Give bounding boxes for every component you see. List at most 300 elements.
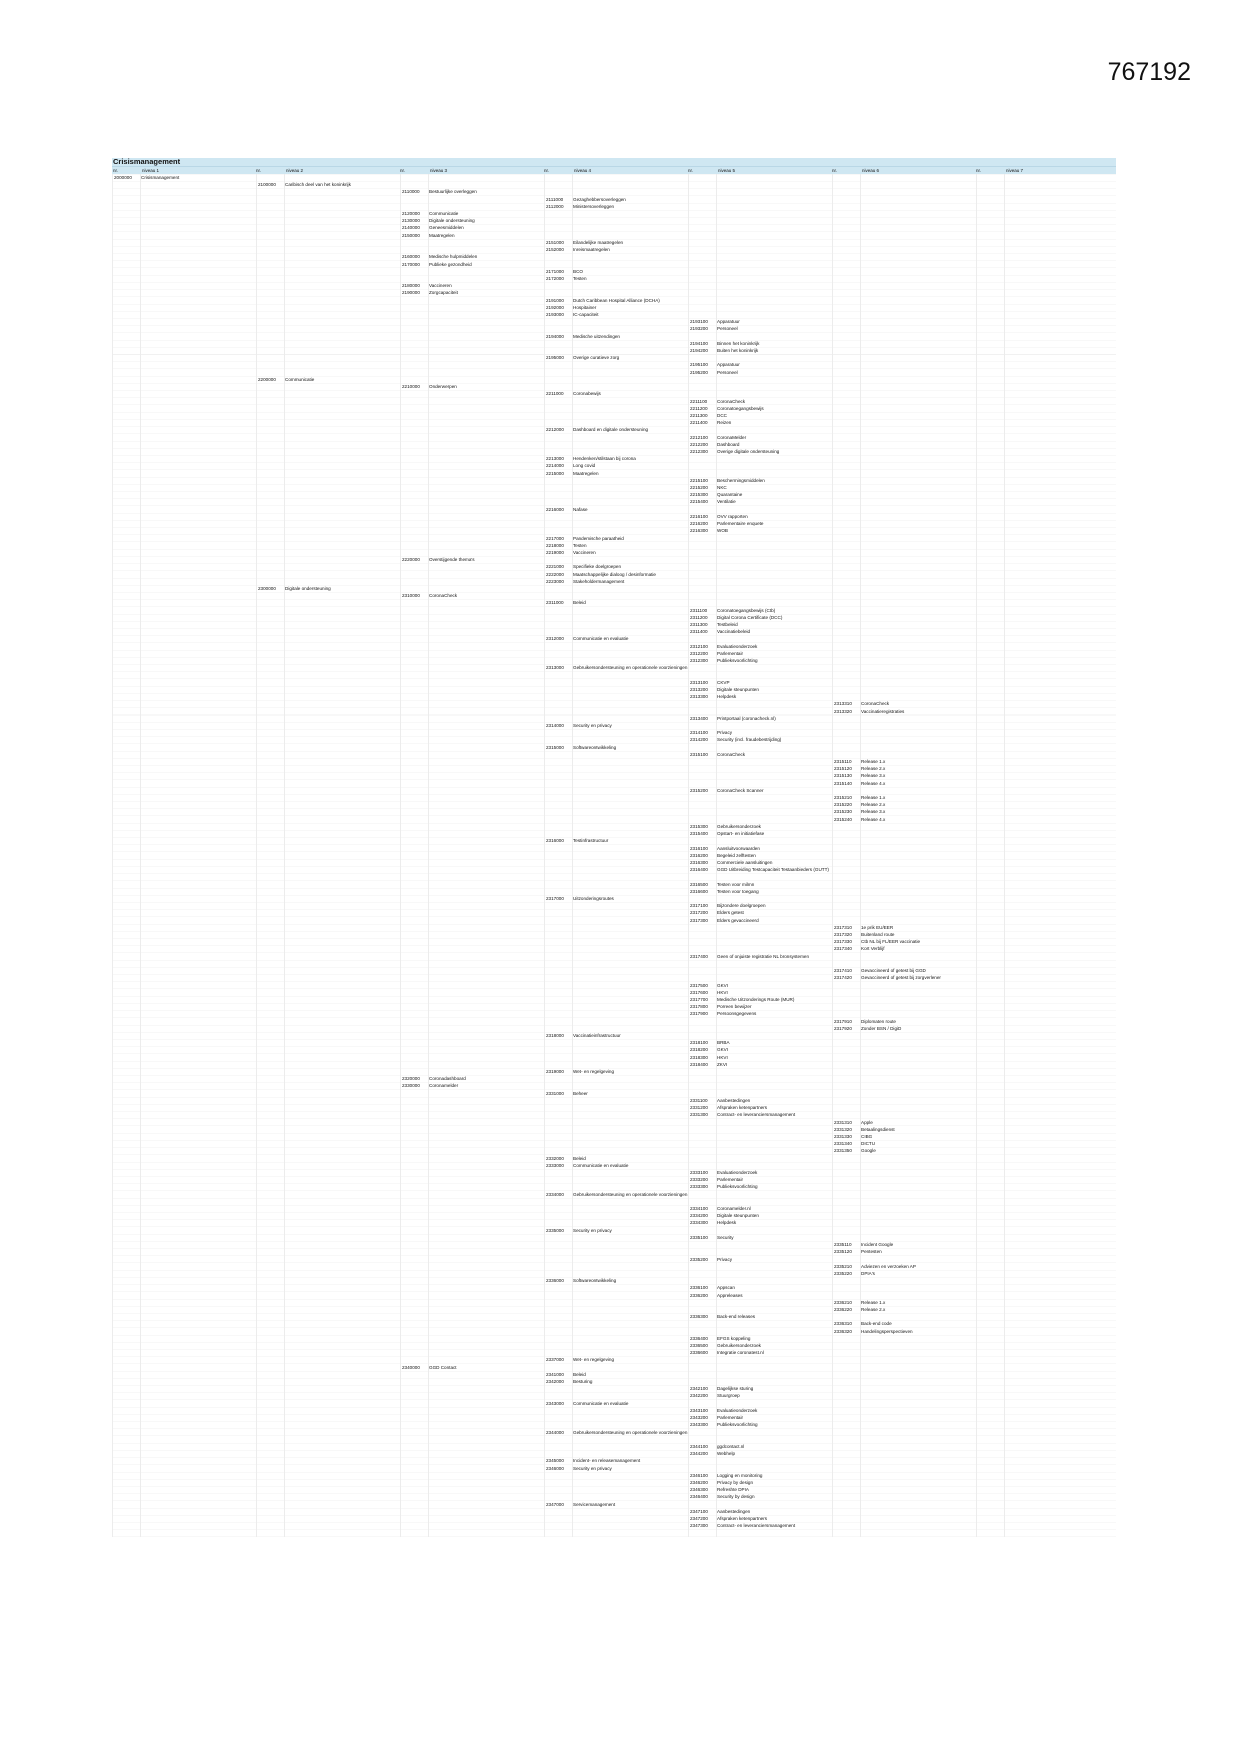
table-row: [834, 780, 885, 787]
row-label: Quarantaine: [717, 492, 743, 498]
row-label: Begeleid zelftesten: [717, 852, 756, 858]
row-number: 2160000: [402, 254, 420, 260]
row-number: 2000000: [114, 175, 132, 180]
row-label: GGD Contact: [429, 1364, 457, 1370]
row-number: 2315130: [834, 773, 852, 779]
row-number: 2343200: [690, 1415, 708, 1421]
row-label: Beheer: [573, 1090, 588, 1096]
row-label: Stakeholdermanagement: [573, 578, 625, 584]
row-number: 2171000: [546, 268, 564, 274]
row-number: 2215400: [690, 499, 708, 505]
row-number: 2200000: [258, 376, 276, 382]
table-row: [690, 621, 738, 628]
row-label: Release 1.x: [861, 759, 886, 764]
row-label: Release 1.x: [861, 1299, 886, 1305]
row-label: Helpdesk: [717, 1220, 737, 1226]
row-label: Gebruikersondersteuning en operationele voorzieningen: [573, 665, 688, 671]
table-row: [546, 571, 656, 578]
row-number: 2342200: [690, 1393, 708, 1399]
row-number: 2344100: [690, 1443, 708, 1449]
grid-line: [140, 174, 141, 1537]
row-label: Apparatuur: [717, 362, 740, 368]
row-number: 2211000: [546, 391, 564, 397]
row-label: Integratie coronatest.nl: [717, 1350, 764, 1356]
table-row: [690, 1284, 735, 1291]
row-label: Wet- en regelgeving: [573, 1357, 615, 1363]
row-label: Buiten het koninkrijk: [717, 348, 759, 354]
row-label: Buitenland route: [861, 932, 895, 938]
table-row: [690, 1292, 743, 1299]
row-number: 2334300: [690, 1220, 708, 1226]
row-label: Binnen het koninkrijk: [717, 340, 760, 346]
table-row: [690, 441, 739, 448]
grid-line: [832, 174, 833, 1537]
row-label: BCO: [573, 268, 583, 274]
row-label: Reizen: [717, 420, 732, 426]
row-label: NKC: [717, 485, 727, 491]
table-row: [546, 1032, 621, 1039]
row-label: Publieksvoorlichting: [717, 658, 758, 664]
row-number: 2313100: [690, 679, 708, 685]
row-number: 2195000: [546, 355, 564, 361]
row-label: Privacy: [717, 730, 733, 736]
table-row: [690, 1522, 795, 1529]
row-label: Zonder BSN / DigiD: [861, 1025, 902, 1031]
row-label: Communicatie en evaluatie: [573, 1162, 629, 1168]
table-row: [690, 1472, 762, 1479]
table-row: [690, 361, 740, 368]
row-number: 2300000: [258, 585, 276, 591]
table-row: [690, 419, 731, 426]
table-row: [546, 1378, 592, 1385]
table-row: [690, 643, 757, 650]
row-number: 2312300: [690, 658, 708, 664]
row-number: 2311000: [546, 600, 564, 606]
table-row: [546, 203, 614, 210]
row-label: Adviezen en verzoeken AP: [861, 1263, 916, 1269]
row-number: 2317920: [834, 1025, 852, 1031]
table-row: [834, 1270, 875, 1277]
row-label: Aansluitvoorwaarden: [717, 845, 760, 851]
table-row: [546, 1227, 612, 1234]
row-number: 2314100: [690, 730, 708, 736]
table-row: [834, 945, 885, 952]
row-number: 2336600: [690, 1350, 708, 1356]
table-row: [834, 1306, 885, 1313]
row-label: Softwareontwikkeling: [573, 1278, 617, 1284]
table-row: [690, 830, 764, 837]
table-row: [690, 1104, 767, 1111]
table-row: [546, 1090, 588, 1097]
row-label: Testen: [573, 542, 587, 548]
table-row: [546, 837, 608, 844]
table-row: [546, 744, 616, 751]
table-row: [690, 982, 728, 989]
row-label: Communicatie: [429, 211, 459, 217]
table-row: [834, 1018, 896, 1025]
spreadsheet: [112, 158, 1116, 1537]
row-number: 2211100: [690, 398, 708, 404]
table-row: [690, 1205, 751, 1212]
row-number: 2315200: [690, 787, 708, 793]
row-label: Digitale steunpunten: [717, 1213, 759, 1219]
row-label: Gebruikersonderzoek: [717, 1343, 761, 1349]
row-number: 2180000: [402, 283, 420, 289]
row-number: 2330000: [402, 1083, 420, 1089]
table-row: [690, 340, 759, 347]
row-number: 2342000: [546, 1379, 564, 1385]
table-row: [546, 1429, 687, 1436]
row-label: Digitale ondersteuning: [285, 585, 331, 591]
row-number: 2212000: [546, 427, 564, 433]
row-label: Release 3.x: [861, 773, 886, 779]
row-number: 2318000: [546, 1032, 564, 1038]
row-label: DICTU: [861, 1141, 876, 1147]
row-number: 2347000: [546, 1501, 564, 1507]
row-label: Wet- en regelgeving: [573, 1069, 615, 1075]
table-row: [834, 758, 885, 765]
row-number: 2317320: [834, 932, 852, 938]
row-label: ZKVI: [717, 1061, 728, 1067]
table-row: [546, 304, 596, 311]
sheet-title: Crisismanagement: [112, 158, 1116, 166]
row-label: DCC: [717, 412, 727, 418]
row-label: ggdcontact.nl: [717, 1443, 745, 1449]
row-label: EFGS koppeling: [717, 1335, 751, 1341]
row-label: Persoonsgegevens: [717, 1011, 757, 1017]
row-number: 2191000: [546, 297, 564, 303]
row-number: 2336000: [546, 1278, 564, 1284]
row-number: 2344000: [546, 1429, 564, 1435]
row-label: Bestuurlijke overleggen: [429, 189, 477, 195]
table-row: [834, 1328, 913, 1335]
table-row: [834, 1299, 885, 1306]
row-number: 2111000: [546, 196, 564, 202]
table-row: [834, 765, 885, 772]
table-row: [546, 311, 599, 318]
table-row: [546, 535, 624, 542]
row-label: Personeel: [717, 326, 738, 332]
table-row: [690, 1061, 727, 1068]
row-label: CoronaCheck: [861, 701, 890, 707]
row-label: Appscan: [717, 1285, 735, 1291]
table-row: [690, 715, 776, 722]
table-row: [690, 736, 781, 743]
row-number: 2317330: [834, 939, 852, 945]
row-number: 2335220: [834, 1270, 852, 1276]
row-label: CKVP: [717, 679, 730, 685]
row-number: 2315000: [546, 744, 564, 750]
row-label: Parlementair: [717, 650, 744, 656]
row-number: 2315100: [690, 751, 708, 757]
row-number: 2223000: [546, 578, 564, 584]
row-number: 2317310: [834, 924, 852, 930]
table-row: [690, 484, 727, 491]
row-number: 2311200: [690, 614, 708, 620]
row-number: 2335100: [690, 1234, 708, 1240]
row-number: 2170000: [402, 261, 420, 267]
row-label: Commerciele aansluitingen: [717, 859, 773, 865]
row-number: 2221000: [546, 564, 564, 570]
row-number: 2336220: [834, 1306, 852, 1312]
row-label: GGD Uitbreiding Testcapaciteit Testaanbieders (GUTT): [717, 867, 829, 873]
table-row: [834, 1320, 892, 1327]
row-label: Ministersoverleggen: [573, 203, 615, 209]
row-label: Vaccinatieinfrastructuur: [573, 1032, 621, 1038]
table-row: [834, 974, 941, 981]
row-label: Handelingsperspectieven: [861, 1328, 913, 1334]
row-number: 2315120: [834, 766, 852, 772]
table-row: [114, 174, 179, 181]
row-number: 2316000: [546, 838, 564, 844]
row-label: Vaccinatiebeleid: [717, 629, 751, 635]
row-label: Overige curatieve zorg: [573, 355, 620, 361]
table-row: [546, 1400, 628, 1407]
column-header: niveau 5: [718, 168, 736, 173]
row-label: CoronaCheck: [717, 398, 746, 404]
row-label: Onderwerpen: [429, 384, 457, 390]
row-label: Betaalingsdienst: [861, 1126, 895, 1132]
row-number: 2335210: [834, 1263, 852, 1269]
row-label: Stuurgroep: [717, 1393, 740, 1399]
row-number: 2315230: [834, 809, 852, 815]
table-row: [690, 1479, 753, 1486]
row-number: 2151000: [546, 239, 564, 245]
row-label: Beleid: [573, 1155, 586, 1161]
row-number: 2190000: [402, 290, 420, 296]
column-header: nr.: [400, 168, 406, 173]
row-label: Softwareontwikkeling: [573, 744, 617, 750]
row-number: 2317420: [834, 975, 852, 981]
table-row: [834, 1025, 901, 1032]
table-row: [546, 635, 628, 642]
row-label: Overstijgende thema's: [429, 557, 475, 563]
row-number: 2172000: [546, 275, 564, 281]
row-number: 2212200: [690, 441, 708, 447]
row-label: Printportaal (coronacheck.nl): [717, 715, 776, 721]
row-number: 2140000: [402, 225, 420, 231]
row-number: 2331330: [834, 1133, 852, 1139]
row-label: OVV rapporten: [717, 513, 748, 519]
table-row: [690, 369, 738, 376]
row-number: 2318100: [690, 1040, 708, 1046]
row-number: 2335200: [690, 1256, 708, 1262]
row-number: 2335110: [834, 1242, 852, 1248]
table-row: [546, 549, 596, 556]
row-label: HKVI: [717, 989, 728, 995]
row-number: 2310000: [402, 593, 420, 599]
row-label: Digital Corona Certificate (DCC): [717, 614, 783, 620]
row-number: 2194200: [690, 348, 708, 354]
table-row: [834, 1140, 875, 1147]
table-row: [690, 398, 745, 405]
row-number: 2213000: [546, 456, 564, 462]
table-row: [690, 513, 748, 520]
row-number: 2315400: [690, 831, 708, 837]
row-number: 2315220: [834, 802, 852, 808]
table-row: [402, 188, 477, 195]
row-label: Uitzonderingsroutes: [573, 896, 614, 901]
row-label: Coronatoegangsbewijs (Ctb): [717, 607, 776, 613]
row-label: Personeel: [717, 369, 738, 375]
row-number: 2216100: [690, 513, 708, 519]
row-number: 2214000: [546, 463, 564, 469]
document-number: 767192: [1107, 58, 1191, 86]
row-label: Elders getest: [717, 910, 744, 916]
table-row: [690, 520, 763, 527]
grid-line: [976, 174, 977, 1537]
row-number: 2347200: [690, 1516, 708, 1522]
row-number: 2317910: [834, 1018, 852, 1024]
row-number: 2217000: [546, 535, 564, 541]
table-row: [546, 239, 623, 246]
table-row: [402, 253, 477, 260]
table-row: [690, 1342, 761, 1349]
grid-line: [572, 174, 573, 1537]
row-number: 2193100: [690, 319, 708, 325]
row-label: Incident Google: [861, 1242, 894, 1248]
column-header: niveau 1: [142, 168, 160, 173]
table-row: [402, 232, 455, 239]
row-label: Digitale ondersteuning: [429, 218, 475, 224]
row-label: Nafase: [573, 506, 588, 512]
table-row: [546, 426, 648, 433]
row-label: Afspraken ketenpartners: [717, 1516, 768, 1522]
row-number: 2317340: [834, 946, 852, 952]
row-label: Kort Verblijf: [861, 946, 885, 952]
table-row: [690, 751, 745, 758]
row-label: Overige digitale ondersteuning: [717, 448, 780, 454]
table-row: [834, 967, 926, 974]
table-row: [690, 693, 736, 700]
row-number: 2332000: [546, 1155, 564, 1161]
table-row: [834, 700, 889, 707]
row-label: Servicemanagement: [573, 1501, 616, 1507]
table-row: [690, 881, 754, 888]
table-row: [690, 866, 829, 873]
table-row: [690, 679, 730, 686]
column-header-row: [112, 166, 1116, 174]
row-label: Hendenken/stilstaan bij corona: [573, 456, 636, 462]
row-number: 2120000: [402, 211, 420, 217]
column-header: nr.: [688, 168, 694, 173]
grid-line: [428, 174, 429, 1537]
table-row: [834, 794, 885, 801]
row-label: WOB: [717, 528, 728, 534]
row-label: Medische Uitzonderings Route (MUR): [717, 996, 795, 1002]
table-row: [690, 1349, 764, 1356]
row-label: CoronaCheck: [429, 593, 458, 599]
row-number: 2319000: [546, 1069, 564, 1075]
row-number: 2335000: [546, 1227, 564, 1233]
row-number: 2331340: [834, 1141, 852, 1147]
row-label: Testen voor toegang: [717, 888, 759, 894]
table-row: [834, 1147, 876, 1154]
row-label: CIBG: [861, 1133, 873, 1139]
table-row: [690, 845, 760, 852]
row-number: 2343000: [546, 1400, 564, 1406]
row-label: Testen: [573, 275, 587, 281]
row-label: Aanbestedingen: [717, 1097, 751, 1103]
table-row: [690, 1493, 755, 1500]
row-label: 1e prik EU/EER: [861, 924, 894, 930]
row-number: 2333300: [690, 1184, 708, 1190]
table-row: [690, 1219, 736, 1226]
table-row: [690, 448, 779, 455]
row-number: 2317900: [690, 1011, 708, 1017]
row-label: Long covid: [573, 463, 596, 469]
row-number: 2194000: [546, 333, 564, 339]
row-number: 2194100: [690, 340, 708, 346]
row-number: 2331300: [690, 1112, 708, 1118]
row-label: Coronabewijs: [573, 391, 601, 397]
grid-line: [256, 174, 257, 1537]
table-row: [834, 938, 920, 945]
table-row: [402, 210, 458, 217]
table-row: [690, 325, 738, 332]
table-row: [690, 686, 759, 693]
row-label: Google: [861, 1148, 876, 1154]
row-number: 2220000: [402, 557, 420, 563]
row-label: Gebruikersondersteuning en operationele voorzieningen: [573, 1191, 688, 1197]
table-row: [690, 917, 759, 924]
row-label: Zorgcapaciteit: [429, 290, 458, 296]
table-row: [258, 181, 351, 188]
row-number: 2346000: [546, 1465, 564, 1471]
row-label: Beschermingsmiddelen: [717, 477, 765, 483]
row-number: 2313400: [690, 715, 708, 721]
table-row: [402, 217, 475, 224]
row-number: 2315210: [834, 795, 852, 801]
row-label: Maatregelen: [573, 470, 599, 476]
row-number: 2336200: [690, 1292, 708, 1298]
table-row: [546, 1162, 628, 1169]
row-number: 2343100: [690, 1407, 708, 1413]
row-number: 2311400: [690, 629, 708, 635]
row-label: Communicatie en evaluatie: [573, 1400, 629, 1406]
row-label: Testen voor milmn: [717, 881, 755, 887]
row-number: 2216000: [546, 506, 564, 512]
row-number: 2335120: [834, 1249, 852, 1255]
table-row: [690, 527, 728, 534]
table-row: [834, 1248, 882, 1255]
table-row: [690, 1443, 744, 1450]
table-row: [546, 664, 687, 671]
row-label: GKVI: [717, 1047, 728, 1053]
row-label: Coronamelder.nl: [717, 1206, 751, 1212]
row-label: Pandemische paraatheid: [573, 535, 624, 541]
row-number: 2212100: [690, 434, 708, 440]
row-number: 2313200: [690, 686, 708, 692]
row-number: 2318300: [690, 1054, 708, 1060]
table-row: [690, 1515, 767, 1522]
row-number: 2334000: [546, 1191, 564, 1197]
row-label: Vaccineren: [573, 549, 596, 555]
row-number: 2318200: [690, 1047, 708, 1053]
row-number: 2331000: [546, 1090, 564, 1096]
row-label: Release 1.x: [861, 795, 886, 801]
row-label: Afspraken ketenpartners: [717, 1105, 768, 1111]
row-label: Contract- en leveranciersmanagement: [717, 1523, 796, 1529]
row-number: 2346300: [690, 1487, 708, 1493]
row-number: 2192000: [546, 304, 564, 310]
row-label: Caribisch deel van het koninkrijk: [285, 182, 351, 188]
table-row: [690, 650, 743, 657]
row-label: Coronadashboard: [429, 1076, 466, 1082]
table-row: [834, 708, 904, 715]
row-label: Appreleases: [717, 1292, 743, 1298]
row-label: Release 2.x: [861, 766, 886, 772]
